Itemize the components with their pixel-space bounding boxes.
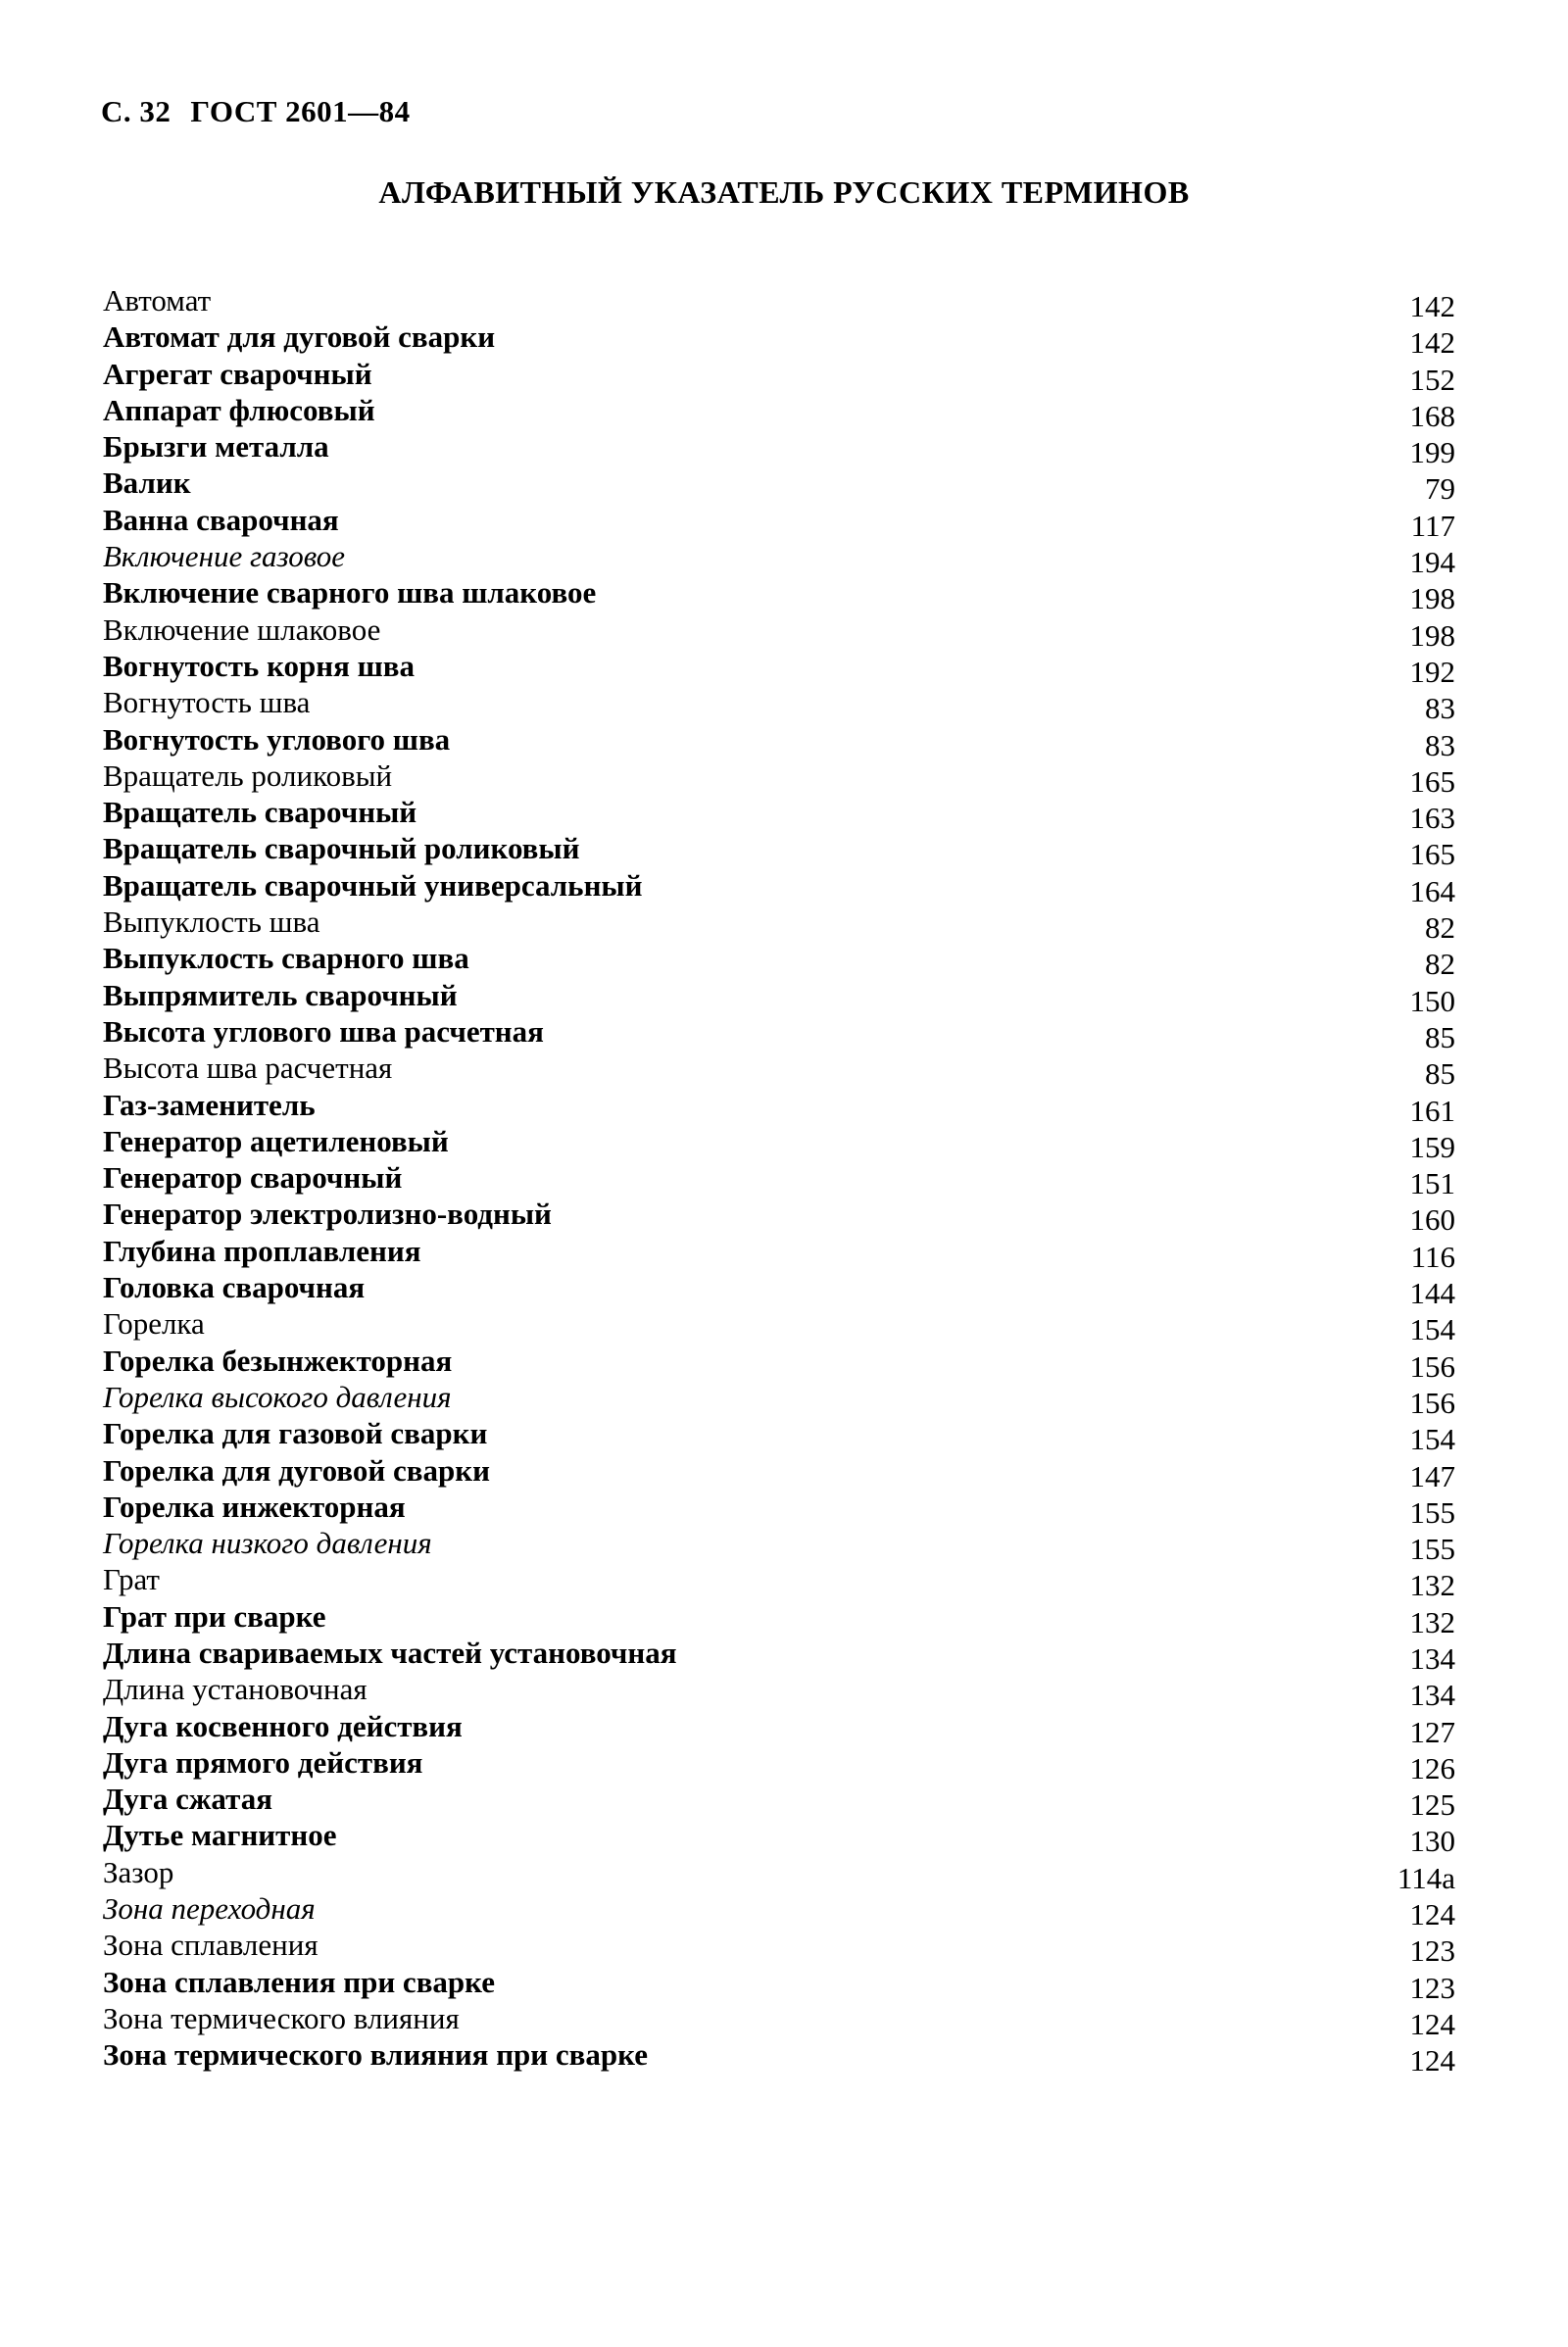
index-entry: [103, 1343, 1455, 1384]
index-entry: [103, 1561, 1455, 1603]
index-entry: [103, 1744, 1455, 1785]
index-entry: [103, 1489, 1455, 1530]
index-term-number: 82: [1425, 910, 1455, 946]
index-term: Высота шва расчетная: [103, 1051, 393, 1086]
index-term: Выпрямитель сварочный: [103, 977, 458, 1012]
index-entry: [103, 648, 1455, 689]
index-term-number: 83: [1425, 691, 1455, 726]
index-entry: [103, 1196, 1455, 1238]
index-entry: [103, 1159, 1455, 1201]
index-entry: [103, 721, 1455, 762]
index-entry: [103, 1635, 1455, 1676]
index-term: Горелка инжекторная: [103, 1489, 406, 1524]
index-term-number: 164: [1409, 873, 1455, 908]
index-term-number: 125: [1409, 1787, 1455, 1823]
index-term-number: 82: [1425, 947, 1455, 982]
index-term: Зона термического влияния при сварке: [103, 2037, 649, 2073]
index-term-number: 156: [1409, 1348, 1455, 1384]
index-term-number: 147: [1409, 1458, 1455, 1493]
page-header: [101, 94, 411, 129]
index-term: Вращатель сварочный универсальный: [103, 867, 643, 903]
index-entry: [103, 1379, 1455, 1420]
index-term-number: 117: [1410, 508, 1455, 543]
index-entry: [103, 1123, 1455, 1164]
index-term: Включение сварного шва шлаковое: [103, 575, 597, 611]
index-term-number: 79: [1425, 471, 1455, 507]
index-term: Выпуклость сварного шва: [103, 941, 469, 976]
index-entry: [103, 392, 1455, 433]
index-entry: [103, 538, 1455, 580]
index-term: Газ-заменитель: [103, 1087, 316, 1122]
index-term: Высота углового шва расчетная: [103, 1013, 544, 1049]
index-entry: [103, 502, 1455, 543]
index-term-number: 132: [1409, 1568, 1455, 1603]
term-index-list: [103, 282, 1455, 2078]
index-entry: [103, 1708, 1455, 1749]
index-term-number: 194: [1409, 545, 1455, 580]
index-entry: [103, 1087, 1455, 1128]
index-entry: [103, 758, 1455, 799]
index-entry: [103, 611, 1455, 653]
index-entry: [103, 1890, 1455, 1932]
index-term: Горелка высокого давления: [103, 1379, 452, 1414]
index-entry: [103, 1050, 1455, 1092]
index-term-number: 198: [1409, 617, 1455, 653]
index-term: Включение шлаковое: [103, 611, 381, 647]
index-entry: [103, 1927, 1455, 1969]
index-entry: [103, 1305, 1455, 1347]
index-entry: [103, 1671, 1455, 1713]
index-entry: [103, 794, 1455, 836]
index-term: Генератор электролизно-водный: [103, 1197, 552, 1232]
index-entry: [103, 1817, 1455, 1859]
index-entry: [103, 428, 1455, 470]
index-term: Дуга сжатая: [103, 1782, 272, 1817]
index-entry: [103, 1269, 1455, 1311]
index-term-number: 134: [1409, 1678, 1455, 1713]
index-term: Включение газовое: [103, 539, 346, 574]
index-term-number: 154: [1409, 1312, 1455, 1347]
index-term: Глубина проплавления: [103, 1233, 421, 1268]
index-term: Вращатель сварочный роликовый: [103, 831, 580, 866]
index-term: Вогнутость углового шва: [103, 721, 451, 757]
index-term: Дуга прямого действия: [103, 1744, 423, 1780]
index-term-number: 160: [1409, 1202, 1455, 1238]
index-term-number: 144: [1409, 1276, 1455, 1311]
index-term: Дуга косвенного действия: [103, 1708, 463, 1743]
index-entry: [103, 977, 1455, 1018]
index-entry: [103, 2000, 1455, 2041]
index-term: Горелка низкого давления: [103, 1526, 432, 1561]
index-term: Автомат: [103, 283, 212, 318]
index-term: Зона переходная: [103, 1891, 316, 1927]
index-term-number: 123: [1409, 1970, 1455, 2005]
index-term-number: 155: [1409, 1532, 1455, 1567]
index-term: Валик: [103, 465, 191, 501]
index-term: Горелка для дуговой сварки: [103, 1452, 490, 1488]
index-term-number: 165: [1409, 837, 1455, 872]
index-term: Зона термического влияния: [103, 2000, 460, 2035]
index-term-number: 124: [1409, 2043, 1455, 2078]
index-term-number: 83: [1425, 727, 1455, 762]
index-entry: [103, 940, 1455, 982]
index-term-number: 142: [1409, 325, 1455, 361]
index-term-number: 132: [1409, 1604, 1455, 1639]
index-term: Генератор сварочный: [103, 1160, 403, 1196]
index-term: Вращатель роликовый: [103, 758, 393, 793]
index-term-number: 154: [1409, 1422, 1455, 1457]
index-term-number: 151: [1409, 1166, 1455, 1201]
index-term: Грат: [103, 1562, 160, 1597]
index-title: АЛФАВИТНЫЙ УКАЗАТЕЛЬ РУССКИХ ТЕРМИНОВ: [378, 174, 1190, 210]
index-entry: [103, 1854, 1455, 1895]
index-term-number: 152: [1409, 362, 1455, 397]
index-term: Вогнутость шва: [103, 685, 311, 720]
index-term-number: 114а: [1396, 1860, 1455, 1895]
index-entry: [103, 1598, 1455, 1639]
index-term: Зона сплавления: [103, 1928, 318, 1963]
standard-designation: ГОСТ 2601—84: [190, 94, 411, 128]
index-entry: [103, 1415, 1455, 1457]
index-term: Агрегат сварочный: [103, 356, 372, 391]
index-term: Генератор ацетиленовый: [103, 1123, 449, 1158]
index-term-number: 123: [1409, 1933, 1455, 1969]
index-entry: [103, 356, 1455, 397]
index-term: Выпуклость шва: [103, 905, 320, 940]
index-term-number: 127: [1409, 1714, 1455, 1749]
index-term-number: 159: [1409, 1129, 1455, 1164]
index-entry: [103, 1781, 1455, 1823]
index-entry: [103, 318, 1455, 361]
index-term: Длина установочная: [103, 1672, 368, 1707]
index-term-number: 85: [1425, 1019, 1455, 1054]
index-entry: [103, 904, 1455, 946]
index-term: Горелка для газовой сварки: [103, 1416, 488, 1451]
index-term-number: 156: [1409, 1385, 1455, 1420]
index-term-number: 161: [1409, 1093, 1455, 1128]
index-term: Дутье магнитное: [103, 1818, 337, 1853]
index-term-number: 198: [1409, 581, 1455, 616]
index-term: Автомат для дуговой сварки: [103, 319, 496, 355]
index-entry: [103, 574, 1455, 616]
index-term-number: 155: [1409, 1494, 1455, 1530]
index-entry: [103, 1452, 1455, 1493]
index-entry: [103, 684, 1455, 726]
index-term-number: 124: [1409, 2006, 1455, 2041]
index-entry: [103, 282, 1455, 323]
index-term: Длина свариваемых частей установочная: [103, 1635, 677, 1670]
index-term-number: 134: [1409, 1640, 1455, 1676]
index-term-number: 116: [1410, 1239, 1455, 1274]
index-entry: [103, 1013, 1455, 1054]
index-term-number: 168: [1409, 398, 1455, 433]
index-entry: [103, 2036, 1455, 2078]
index-term-number: 124: [1409, 1897, 1455, 1932]
index-term-number: 150: [1409, 983, 1455, 1018]
index-entry: [103, 1964, 1455, 2005]
page-number: С. 32: [101, 94, 172, 128]
index-entry: [103, 867, 1455, 908]
index-term-number: 126: [1409, 1750, 1455, 1785]
index-term: Горелка: [103, 1306, 205, 1342]
index-term-number: 130: [1409, 1824, 1455, 1859]
index-term: Вращатель сварочный: [103, 795, 417, 830]
index-entry: [103, 830, 1455, 872]
index-term-number: 163: [1409, 801, 1455, 836]
index-term: Зазор: [103, 1854, 174, 1889]
index-term: Грат при сварке: [103, 1598, 326, 1634]
index-entry: [103, 1233, 1455, 1274]
index-term: Брызги металла: [103, 429, 329, 465]
index-entry: [103, 465, 1455, 507]
index-term: Вогнутость корня шва: [103, 648, 416, 683]
index-term-number: 142: [1409, 289, 1455, 323]
index-term-number: 192: [1409, 654, 1455, 689]
index-term: Головка сварочная: [103, 1270, 366, 1305]
index-term-number: 165: [1409, 763, 1455, 799]
index-term-number: 199: [1409, 435, 1455, 470]
index-entry: [103, 1525, 1455, 1567]
index-term: Ванна сварочная: [103, 502, 339, 537]
index-term: Горелка безынжекторная: [103, 1343, 453, 1378]
index-term-number: 85: [1425, 1056, 1455, 1092]
index-term: Аппарат флюсовый: [103, 392, 375, 427]
index-term: Зона сплавления при сварке: [103, 1964, 496, 1999]
